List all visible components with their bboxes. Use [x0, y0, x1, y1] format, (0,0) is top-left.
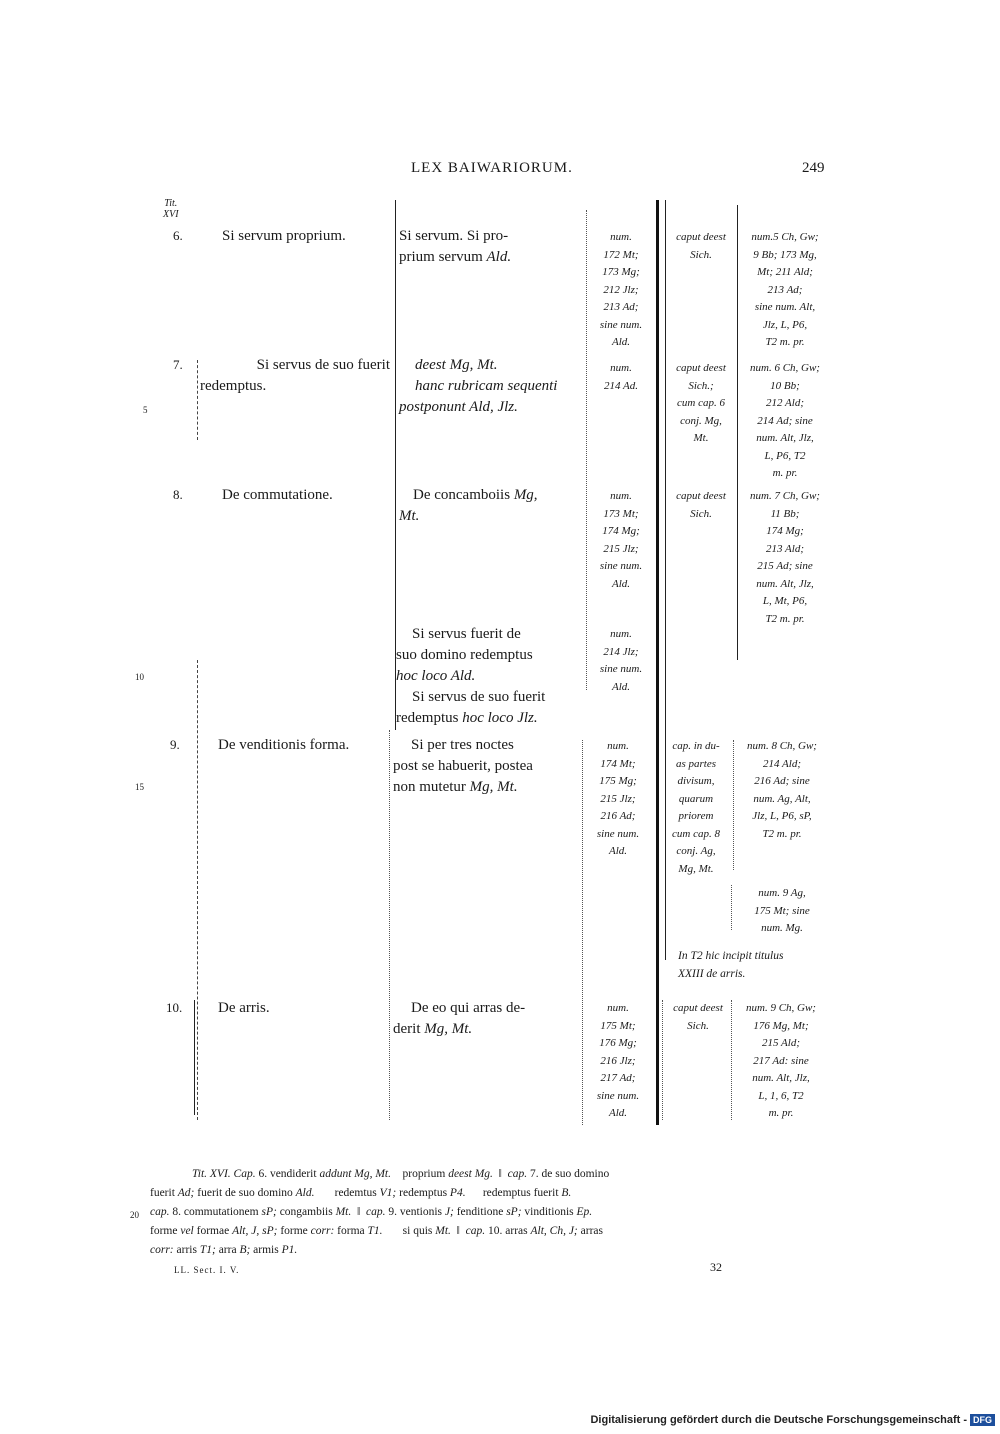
margin-line-number: 5: [143, 405, 148, 415]
variant-line: redemptus hoc loco Jlz.: [396, 710, 538, 726]
collation-line: sine num. Alt,: [754, 301, 816, 313]
collation-line: num. 7 Ch, Gw;: [750, 490, 820, 502]
rubric: [222, 485, 333, 506]
variant-line: hanc rubricam sequenti: [415, 378, 558, 394]
collation-line: L, P6, T2: [764, 449, 806, 462]
collation-line: num.: [610, 231, 632, 243]
collation-line: num. 6 Ch, Gw;: [750, 362, 820, 374]
manuscript-num-column: [588, 229, 654, 352]
collation-line: sine num.: [596, 827, 640, 840]
sich-column: [666, 229, 736, 264]
collation-line: Mt; 211 Ald;: [757, 266, 813, 278]
footnote-line: Tit. XVI. Cap. 6. vendiderit addunt Mg, Mt. proprium deest Mg. ‖ cap. 7. de suo domino: [192, 1168, 610, 1180]
collation-line: num.: [607, 740, 629, 752]
page-number: 249: [802, 160, 825, 176]
collation-line: conj. Mg,: [680, 414, 722, 427]
column-rule: [586, 210, 587, 690]
collation-line: 215 Ald;: [762, 1037, 800, 1049]
variant-line: prium servum Ald.: [399, 249, 512, 265]
collation-line: Mg, Mt.: [678, 862, 714, 875]
footnotes: [150, 1165, 830, 1260]
variant-line: De eo qui arras de-: [411, 1000, 526, 1016]
variant-line: Mt.: [399, 508, 420, 524]
variant-text: [396, 624, 582, 729]
sich-column: [664, 1000, 732, 1035]
column-rule: [656, 200, 659, 1125]
collation-line: 173 Mg;: [602, 266, 640, 278]
collation-line: cum cap. 6: [677, 397, 725, 409]
collation-line: sine num.: [599, 663, 643, 675]
dfg-credit-text: Digitalisierung gefördert durch die Deutsche Forschungsgemeinschaft -: [590, 1414, 967, 1426]
collation-line: Ald.: [611, 336, 631, 348]
variant-text: [399, 355, 581, 418]
collation-line: quarum: [678, 792, 714, 805]
collation-line: num.5 Ch, Gw;: [751, 231, 819, 243]
variant-text: [393, 735, 579, 798]
variant-text: [399, 485, 581, 527]
collation-line: num. Mg.: [761, 922, 803, 934]
column-rule: [731, 885, 732, 930]
rubric-line: De venditionis forma.: [218, 737, 350, 753]
collation-line: 173 Mt;: [603, 507, 639, 520]
column-rule: [197, 360, 198, 440]
rubric-line: De commutatione.: [222, 487, 333, 503]
collation-line: 175 Mg;: [599, 775, 637, 787]
collation-line: Ald.: [611, 680, 631, 693]
collation-line: 216 Ad; sine: [754, 775, 810, 787]
rubric-line: Si servus de suo fuerit: [256, 357, 390, 373]
collation-line: T2 m. pr.: [765, 336, 805, 348]
collation-line: num. Alt, Jlz,: [752, 1072, 810, 1084]
collation-line: Sich.: [690, 248, 712, 261]
collation-line: m. pr.: [772, 467, 798, 479]
column-label-line1: Tit.: [164, 198, 178, 209]
sich-column: [666, 488, 736, 523]
collation-line: L, 1, 6, T2: [758, 1089, 804, 1102]
column-rule: [582, 740, 583, 1125]
collation-line: 215 Jlz;: [600, 792, 636, 805]
column-rule: [197, 660, 198, 1120]
variant-line: deest Mg, Mt.: [415, 357, 498, 373]
collation-line: num. Alt, Jlz,: [756, 432, 814, 444]
footnote-line: forme vel formae Alt, J, sP; forme corr: forma T1. si quis Mt. ‖ cap. 10. arras Alt, Ch, J; arras: [150, 1225, 603, 1237]
manuscript-num-column: [588, 488, 654, 593]
collation-line: 176 Mg;: [599, 1037, 637, 1049]
column-label-line2: XVI: [163, 209, 179, 220]
collation-line: 11 Bb;: [770, 507, 800, 520]
collation-column: [739, 488, 831, 628]
manuscript-num-column: [588, 626, 654, 696]
variant-line: post se habuerit, postea: [393, 758, 533, 774]
collation-line: conj. Ag,: [676, 845, 716, 857]
footnote-line: corr: arris T1; arra B; armis P1.: [150, 1244, 298, 1256]
running-title: LEX BAIWARIORUM.: [411, 160, 573, 176]
collation-line: 212 Ald;: [766, 397, 804, 409]
dfg-credit: [590, 1414, 995, 1426]
chapter-number: 6.: [173, 228, 183, 243]
collation-line: cap. in du-: [672, 740, 720, 752]
collation-line: 9 Bb; 173 Mg,: [753, 248, 817, 261]
collation-line: caput deest: [676, 490, 726, 502]
collation-line: 174 Mg;: [602, 525, 640, 537]
collation-line: Sich.: [687, 1019, 709, 1032]
rubric-line: Si servum proprium.: [222, 228, 346, 244]
collation-line: 212 Jlz;: [603, 283, 639, 296]
footnote-line: cap. 8. commutationem sP; congambiis Mt. ‖ cap. 9. ventionis J; fenditione sP; vinditionis Ep.: [150, 1206, 593, 1218]
variant-line: Si servum. Si pro-: [399, 228, 509, 244]
collation-line: Mt.: [693, 432, 709, 444]
footnote-line: fuerit Ad; fuerit de suo domino Ald. redemtus V1; redemptus P4. redemptus fuerit B.: [150, 1187, 572, 1199]
collation-line: Sich.;: [688, 379, 714, 392]
rubric-line: redemptus.: [200, 378, 267, 394]
collation-line: 214 Jlz;: [603, 645, 639, 658]
margin-line-number: 15: [135, 782, 144, 792]
column-rule: [194, 1000, 195, 1115]
collation-line: In T2 hic incipit titulus: [678, 950, 784, 962]
collation-line: Jlz, L, P6, sP,: [752, 810, 812, 822]
collation-line: priorem: [678, 810, 714, 822]
collation-line: 175 Mt;: [600, 1019, 636, 1032]
collation-line: num.: [610, 362, 632, 374]
collation-line: 215 Jlz;: [603, 542, 639, 555]
variant-line: hoc loco Ald.: [396, 668, 476, 684]
collation-line: caput deest: [676, 362, 726, 374]
collation-line: 215 Ad; sine: [757, 560, 813, 572]
column-label: [163, 198, 179, 220]
collation-line: 214 Ad; sine: [757, 414, 813, 427]
collation-line: sine num.: [599, 318, 643, 331]
column-rule: [662, 1000, 663, 1120]
collation-line: 214 Ald;: [763, 757, 801, 770]
sich-column: [660, 738, 732, 878]
collation-line: Ald.: [608, 845, 628, 857]
chapter-number: 10.: [166, 1000, 183, 1015]
collation-line: as partes: [675, 757, 717, 770]
collation-line: T2 m. pr.: [765, 612, 805, 625]
collation-line: num. 8 Ch, Gw;: [747, 740, 817, 752]
variant-line: non mutetur Mg, Mt.: [393, 779, 518, 795]
collation-column: [735, 885, 829, 938]
title-note: [678, 948, 838, 983]
collation-line: 217 Ad;: [600, 1072, 636, 1084]
collation-line: m. pr.: [768, 1107, 794, 1119]
collation-line: 213 Ad;: [767, 283, 803, 296]
variant-text: [393, 998, 579, 1040]
column-rule: [737, 205, 738, 660]
collation-line: num.: [610, 628, 632, 640]
collation-line: Ald.: [608, 1107, 628, 1119]
collation-line: 172 Mt;: [603, 248, 639, 261]
collation-line: 216 Jlz;: [600, 1054, 636, 1067]
rubric: [222, 226, 346, 247]
margin-line-number: 10: [135, 672, 144, 682]
variant-line: De concamboiis Mg,: [413, 487, 538, 503]
collation-line: caput deest: [673, 1002, 723, 1014]
collation-line: 216 Ad;: [600, 810, 636, 822]
collation-column: [739, 360, 831, 483]
collation-line: num. 9 Ag,: [758, 887, 806, 899]
collation-line: 175 Mt; sine: [754, 904, 810, 917]
variant-line: Si servus de suo fuerit: [412, 689, 546, 705]
sich-column: [666, 360, 736, 448]
column-rule: [733, 740, 734, 870]
manuscript-num-column: [588, 360, 654, 395]
collation-line: 10 Bb;: [770, 379, 800, 392]
collation-line: 213 Ald;: [766, 542, 804, 555]
rubric-line: De arris.: [218, 1000, 270, 1016]
collation-line: sine num.: [599, 560, 643, 572]
margin-line-number: 20: [130, 1210, 139, 1220]
collation-line: num.: [610, 490, 632, 502]
rubric: [218, 998, 270, 1019]
variant-line: suo domino redemptus: [396, 647, 533, 663]
collation-line: 174 Mg;: [766, 525, 804, 537]
variant-line: postponunt Ald, Jlz.: [399, 399, 518, 415]
collation-line: Jlz, L, P6,: [762, 318, 808, 331]
collation-line: num. Alt, Jlz,: [756, 577, 814, 590]
variant-line: Si servus fuerit de: [412, 626, 521, 642]
collation-line: Ald.: [611, 577, 631, 590]
dfg-logo: DFG: [970, 1414, 995, 1426]
collation-column: [733, 1000, 829, 1123]
collation-column: [739, 229, 831, 352]
collation-line: 214 Ad.: [603, 379, 639, 392]
column-rule: [389, 730, 390, 1120]
manuscript-num-column: [584, 1000, 652, 1123]
gathering-number: 32: [710, 1260, 722, 1274]
manuscript-num-column: [584, 738, 652, 861]
collation-line: sine num.: [596, 1089, 640, 1102]
collation-column: [735, 738, 829, 843]
collation-line: T2 m. pr.: [762, 827, 802, 840]
collation-line: cum cap. 8: [672, 827, 720, 840]
chapter-number: 8.: [173, 487, 183, 502]
variant-line: Si per tres noctes: [411, 737, 514, 753]
collation-line: num. 9 Ch, Gw;: [746, 1002, 816, 1014]
collation-line: 213 Ad;: [603, 301, 639, 313]
rubric: [200, 355, 390, 397]
rubric: [218, 735, 349, 756]
collation-line: caput deest: [676, 231, 726, 243]
collation-line: 174 Mt;: [600, 757, 636, 770]
collation-line: XXIII de arris.: [678, 967, 746, 980]
collation-line: divisum,: [677, 775, 715, 787]
variant-text: [399, 226, 581, 268]
collation-line: 217 Ad: sine: [753, 1054, 809, 1067]
collation-line: num. Ag, Alt,: [753, 792, 811, 805]
chapter-number: 7.: [173, 357, 183, 372]
signature-mark: LL. Sect. I. V.: [174, 1265, 240, 1275]
variant-line: derit Mg, Mt.: [393, 1021, 473, 1037]
collation-line: Sich.: [690, 507, 712, 520]
collation-line: 176 Mg, Mt;: [753, 1019, 809, 1032]
chapter-number: 9.: [170, 737, 180, 752]
collation-line: num.: [607, 1002, 629, 1014]
collation-line: L, Mt, P6,: [762, 595, 808, 607]
